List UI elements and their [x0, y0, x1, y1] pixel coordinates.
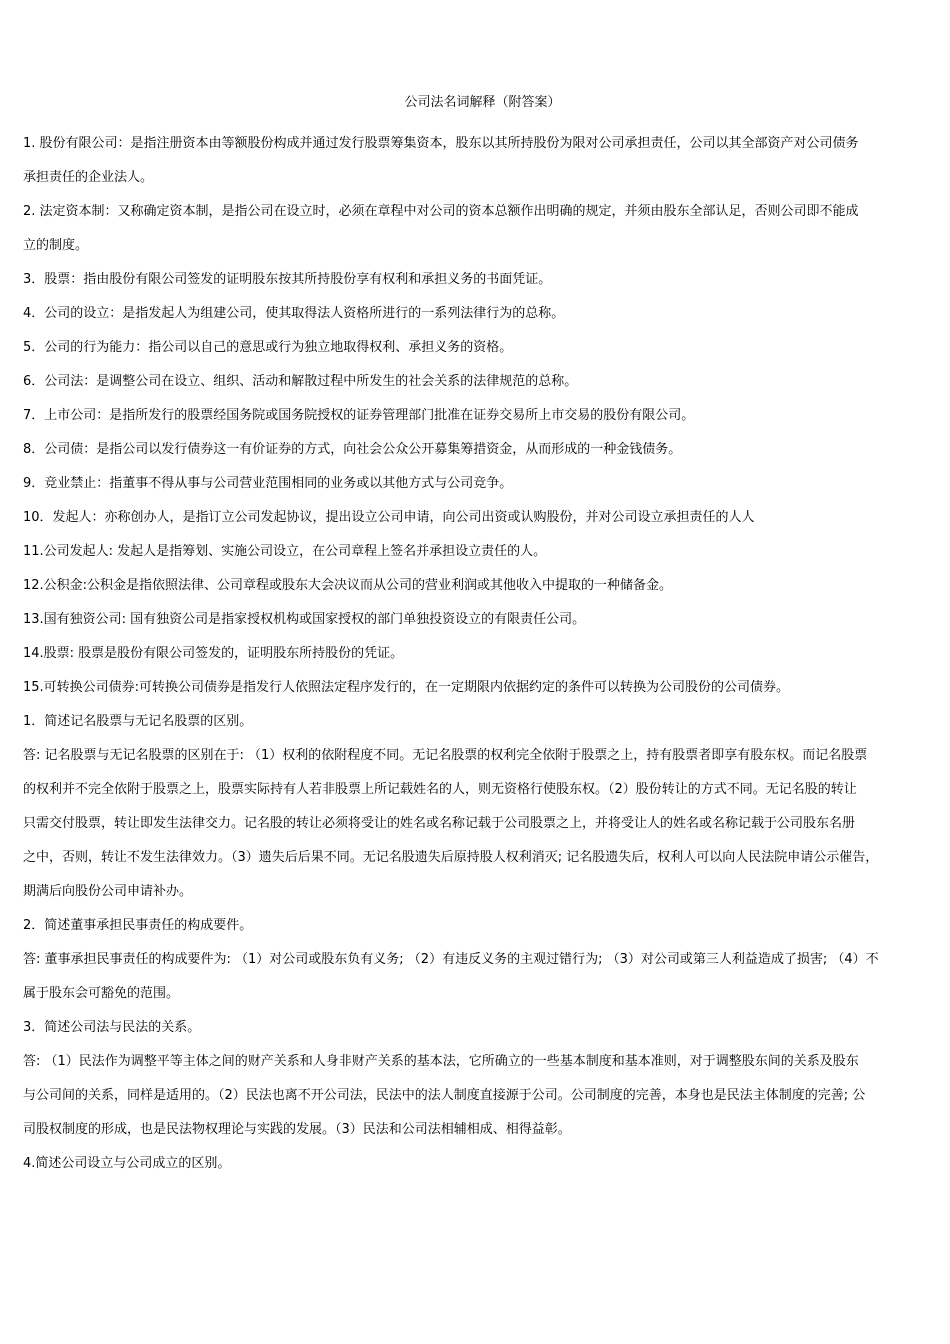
text-line: 10．发起人：亦称创办人，是指订立公司发起协议，提出设立公司申请，向公司出资或认购股份，并对公司设立承担责任的人人: [23, 510, 755, 525]
text-line: 15.可转换公司债券:可转换公司债券是指发行人依照法定程序发行的，在一定期限内依据约定的条件可以转换为公司股份的公司债券。: [23, 680, 790, 695]
text-line: 答: 记名股票与无记名股票的区别在于: （1）权利的依附程度不同。无记名股票的权利完全依附于股票之上，持有股票者即享有股东权。而记名股票: [23, 748, 868, 763]
text-line: 答: （1）民法作为调整平等主体之间的财产关系和人身非财产关系的基本法，它所确立的一些基本制度和基本准则，对于调整股东间的关系及股东: [23, 1054, 859, 1069]
text-line: 11.公司发起人: 发起人是指筹划、实施公司设立，在公司章程上签名并承担设立责任的人。: [23, 544, 547, 559]
text-line: 3．股票：指由股份有限公司签发的证明股东按其所持股份享有权利和承担义务的书面凭证。: [23, 272, 552, 287]
text-line: 14.股票: 股票是股份有限公司签发的，证明股东所持股份的凭证。: [23, 646, 404, 661]
text-line: 8．公司债：是指公司以发行债券这一有价证券的方式，向社会公众公开募集筹措资金，从而形成的一种金钱债务。: [23, 442, 682, 457]
text-line: 3．简述公司法与民法的关系。: [23, 1020, 201, 1035]
text-line: 7．上市公司：是指所发行的股票经国务院或国务院授权的证券管理部门批准在证券交易所上市交易的股份有限公司。: [23, 408, 695, 423]
text-line: 1. 股份有限公司：是指注册资本由等额股份构成并通过发行股票筹集资本，股东以其所持股份为限对公司承担责任，公司以其全部资产对公司债务: [23, 136, 859, 151]
text-line: 4．公司的设立：是指发起人为组建公司，使其取得法人资格所进行的一系列法律行为的总称。: [23, 306, 565, 321]
text-line: 答: 董事承担民事责任的构成要件为: （1）对公司或股东负有义务; （2）有违反义务的主观过错行为; （3）对公司或第三人利益造成了损害; （4）不: [23, 952, 879, 967]
text-line: 13.国有独资公司: 国有独资公司是指家授权机构或国家授权的部门单独投资设立的有限责任公司。: [23, 612, 586, 627]
text-line: 属于股东会可豁免的范围。: [23, 986, 180, 1001]
text-line: 9．竞业禁止：指董事不得从事与公司营业范围相同的业务或以其他方式与公司竞争。: [23, 476, 513, 491]
text-line: 5．公司的行为能力：指公司以自己的意思或行为独立地取得权利、承担义务的资格。: [23, 340, 513, 355]
text-line: 6．公司法：是调整公司在设立、组织、活动和解散过程中所发生的社会关系的法律规范的总称。: [23, 374, 578, 389]
text-line: 与公司间的关系，同样是适用的。（2）民法也离不开公司法，民法中的法人制度直接源于公司。公司制度的完善，本身也是民法主体制度的完善; 公: [23, 1088, 866, 1103]
text-line: 期满后向股份公司申请补办。: [23, 884, 193, 899]
text-line: 立的制度。: [23, 238, 89, 253]
text-line: 司股权制度的形成，也是民法物权理论与实践的发展。（3）民法和公司法相辅相成、相得益彰。: [23, 1122, 571, 1137]
text-line: 12.公积金:公积金是指依照法律、公司章程或股东大会决议而从公司的营业利润或其他收入中提取的一种储备金。: [23, 578, 673, 593]
text-line: 2．简述董事承担民事责任的构成要件。: [23, 918, 253, 933]
text-line: 只需交付股票，转让即发生法律交力。记名股的转让必须将受让的姓名或名称记载于公司股票之上，并将受让人的姓名或名称记载于公司股东名册: [23, 816, 856, 831]
document-body: [23, 127, 928, 1181]
text-line: 承担责任的企业法人。: [23, 170, 154, 185]
document-page: [23, 93, 928, 1181]
text-line: 之中，否则，转让不发生法律效力。（3）遗失后后果不同。无记名股遗失后原持股人权利消灭; 记名股遗失后，权利人可以向人民法院申请公示催告，: [23, 850, 879, 865]
text-line: 的权利并不完全依附于股票之上，股票实际持有人若非股票上所记载姓名的人，则无资格行使股东权。（2）股份转让的方式不同。无记名股的转让: [23, 782, 857, 797]
document-title: 公司法名词解释（附答案）: [404, 95, 561, 110]
text-line: 1．简述记名股票与无记名股票的区别。: [23, 714, 253, 729]
text-line: 4.简述公司设立与公司成立的区别。: [23, 1156, 231, 1171]
text-line: 2. 法定资本制：又称确定资本制，是指公司在设立时，必须在章程中对公司的资本总额作出明确的规定，并须由股东全部认足，否则公司即不能成: [23, 204, 859, 219]
